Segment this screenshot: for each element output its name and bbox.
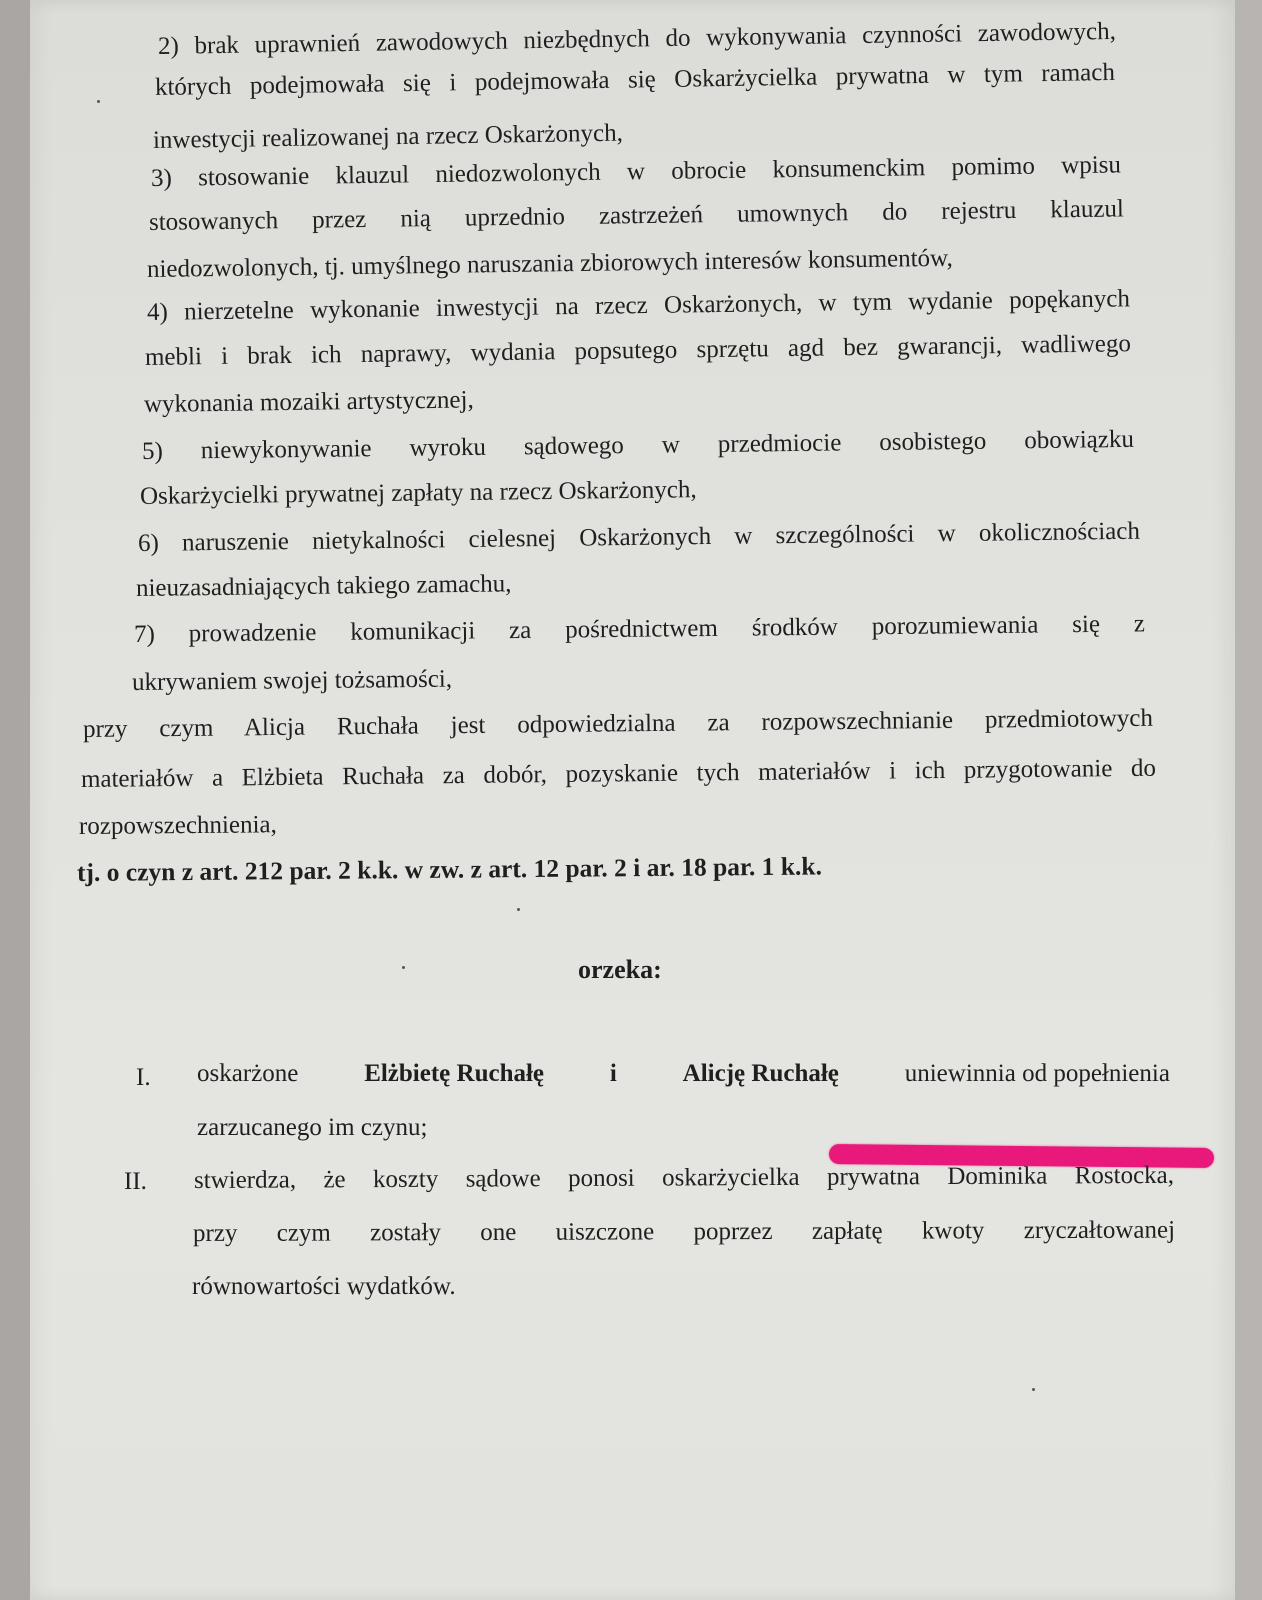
ruling-2-numeral: II. xyxy=(124,1168,147,1195)
ruling-1-conj: i xyxy=(609,1060,617,1087)
list-item-5-line-2: Oskarżycielki prywatnej zapłaty na rzecz Oskarżonych, xyxy=(139,476,697,510)
ruling-1-line-2: zarzucanego im czynu; xyxy=(197,1114,428,1141)
list-item-7-line-1: 7) prowadzenie komunikacji za pośrednictwem środków porozumiewania się z xyxy=(133,610,1146,648)
list-item-4-line-3: wykonania mozaiki artystycznej, xyxy=(143,386,474,418)
ruling-1-numeral: I. xyxy=(136,1064,151,1091)
list-item-7-line-2: ukrywaniem swojej tożsamości, xyxy=(131,665,453,696)
charge-statement: tj. o czyn z art. 212 par. 2 k.k. w zw. z art. 12 par. 2 i ar. 18 par. 1 k.k. xyxy=(76,851,823,887)
list-item-3-line-3: niedozwolonych, tj. umyślnego naruszania zbiorowych interesów konsumentów, xyxy=(146,244,953,283)
ruling-1-line-1 xyxy=(197,1059,1170,1089)
list-item-4-line-2: mebli i brak ich naprawy, wydania popsutego sprzętu agd bez gwarancji, wadliwego xyxy=(144,330,1132,371)
ruling-2-line-3: równowartości wydatków. xyxy=(192,1273,456,1300)
paper-speck xyxy=(97,100,100,103)
document-page xyxy=(30,0,1235,1600)
ruling-heading: orzeka: xyxy=(578,955,662,984)
list-item-3-line-1: 3) stosowanie klauzul niedozwolonych w obrocie konsumenckim pomimo wpisu xyxy=(150,151,1122,192)
list-item-2-line-3: inwestycji realizowanej na rzecz Oskarżonych, xyxy=(152,119,624,154)
paper-speck xyxy=(402,966,405,969)
summary-line-2: materiałów a Elżbieta Ruchała za dobór, pozyskanie tych materiałów i ich przygotowanie do xyxy=(80,754,1157,793)
ruling-1-prefix: oskarżone xyxy=(197,1060,299,1087)
ruling-2-line-1: stwierdza, że koszty sądowe ponosi oskarżycielka prywatna Dominika Rostocka, xyxy=(193,1161,1175,1194)
list-item-2-line-1: 2) brak uprawnień zawodowych niezbędnych do wykonywania czynności zawodowych, xyxy=(157,17,1117,60)
summary-line-3: rozpowszechnienia, xyxy=(78,811,277,840)
list-item-5-line-1: 5) niewykonywanie wyroku sądowego w przedmiocie osobistego obowiązku xyxy=(141,425,1135,465)
list-item-6-line-1: 6) naruszenie nietykalności cielesnej Oskarżonych w szczególności w okolicznościach xyxy=(137,517,1141,557)
summary-line-1: przy czym Alicja Ruchała jest odpowiedzialna za rozpowszechnianie przedmiotowych xyxy=(82,704,1154,743)
defendant-name-2: Alicję Ruchałę xyxy=(682,1060,839,1087)
paper-speck xyxy=(517,908,520,911)
list-item-4-line-1: 4) nierzetelne wykonanie inwestycji na rzecz Oskarżonych, w tym wydanie popękanych xyxy=(146,285,1131,326)
list-item-6-line-2: nieuzasadniających takiego zamachu, xyxy=(135,570,512,602)
defendant-name-1: Elżbietę Ruchałę xyxy=(364,1060,545,1087)
background-edge xyxy=(1235,0,1262,1600)
list-item-2-line-2: których podejmowała się i podejmowała się Oskarżycielka prywatna w tym ramach xyxy=(154,58,1116,101)
paper-speck xyxy=(1032,1388,1035,1391)
ruling-2-line-2: przy czym zostały one uiszczone poprzez zapłatę kwoty zryczałtowanej xyxy=(192,1216,1176,1247)
ruling-1-suffix: uniewinnia od popełnienia xyxy=(904,1060,1170,1087)
list-item-3-line-2: stosowanych przez nią uprzednio zastrzeżeń umownych do rejestru klauzul xyxy=(148,195,1125,236)
